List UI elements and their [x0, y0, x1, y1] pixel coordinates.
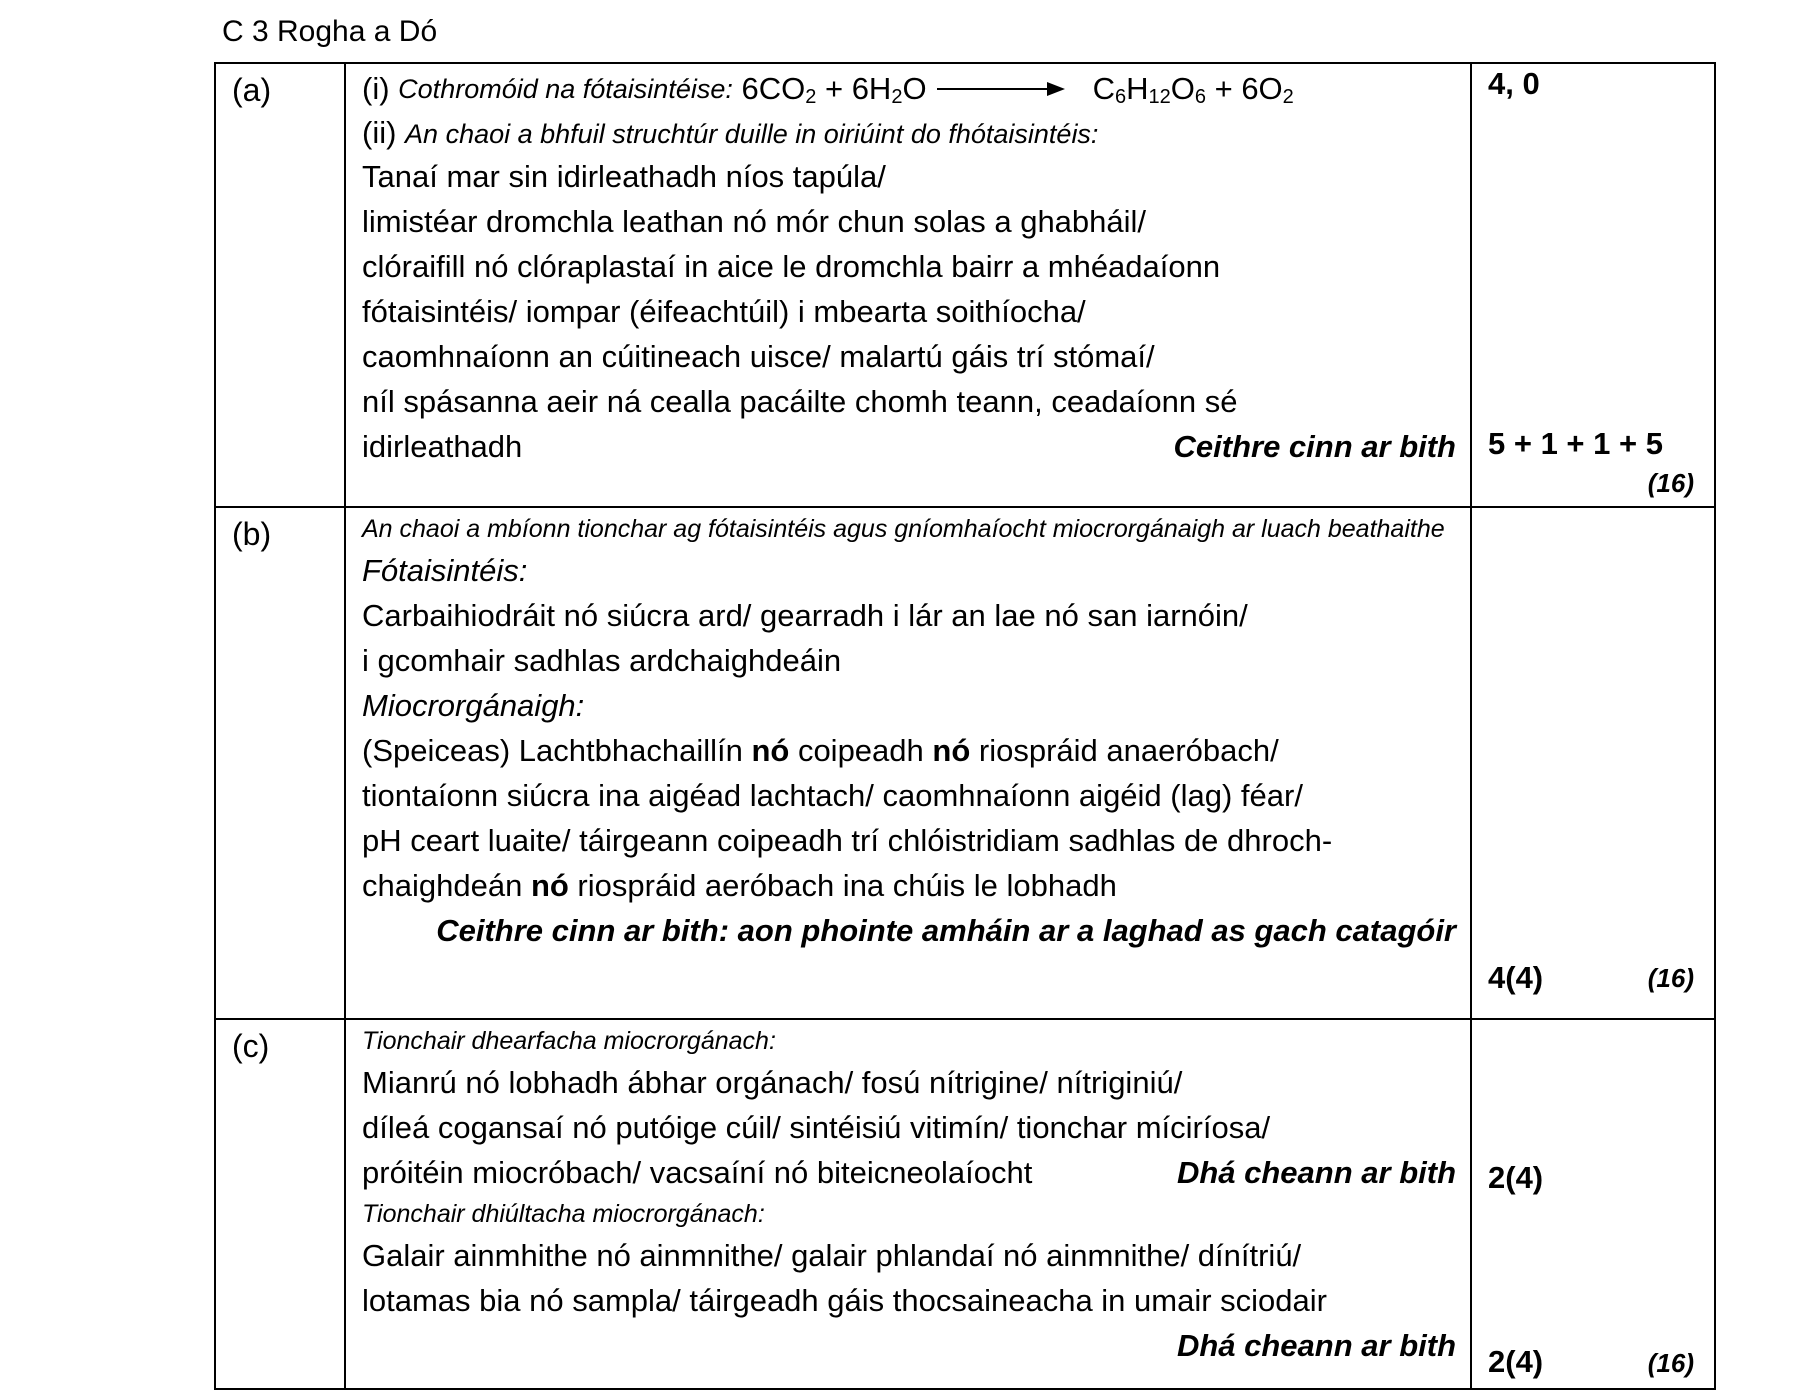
answer-last-line — [362, 424, 1456, 469]
answer-line: limistéar dromchla leathan nó mór chun solas a ghabháil/ — [362, 204, 1147, 239]
answer-line: caomhnaíonn an cúitineach uisce/ malartú gáis trí stómaí/ — [362, 339, 1155, 374]
part-c-marks-1: 2(4) — [1488, 1160, 1544, 1195]
answer-line: clóraifill nó clóraplastaí in aice le dromchla bairr a mhéadaíonn — [362, 249, 1221, 284]
part-b-instruction: Ceithre cinn ar bith: aon phointe amháin ar a laghad as gach catagóir — [436, 913, 1456, 948]
arrow-right-icon — [937, 79, 1065, 99]
part-c-instruction-1: Dhá cheann ar bith — [1176, 1155, 1456, 1190]
photosynthesis-equation — [362, 66, 1456, 112]
part-c-total: (16) — [1647, 1348, 1694, 1378]
part-b-heading-microorganisms: Miocrorgánaigh: — [362, 688, 585, 723]
part-a-label-cell — [215, 63, 345, 507]
part-a-row — [215, 63, 1715, 507]
part-a-ii-label: An chaoi a bhfuil struchtúr duille in oiriúint do fhótaisintéis: — [405, 119, 1099, 149]
part-a-ii-line — [362, 112, 1456, 154]
part-b-label: (b) — [232, 516, 272, 552]
answer-line: tiontaíonn siúcra ina aigéad lachtach/ caomhnaíonn aigéid (lag) féar/ — [362, 778, 1303, 813]
eq-rhs: $C_6H_{12}O_6 + 6O_2$ — [1092, 71, 1294, 108]
part-a-content — [345, 63, 1471, 507]
equation-label: Cothromóid na fótaisintéise: — [398, 74, 733, 104]
answer-line: lotamas bia nó sampla/ táirgeadh gáis thocsaineacha in umair sciodair — [362, 1283, 1327, 1318]
part-c-marks-cell — [1471, 1019, 1715, 1389]
part-c-heading-positive: Tionchair dhearfacha miocrorgánach: — [362, 1027, 776, 1055]
answer-line: próitéin miocróbach/ vacsaíní nó biteicneolaíocht Dhá cheann ar bith — [362, 1150, 1456, 1195]
part-a-label: (a) — [232, 72, 272, 108]
answer-line: pH ceart luaite/ táirgeann coipeadh trí chlóistridiam sadhlas de dhroch- — [362, 823, 1333, 858]
eq-lhs: $6CO_2 + 6H_2O$ — [741, 71, 927, 108]
answer-line: Mianrú nó lobhadh ábhar orgánach/ fosú nítrigine/ nítriginiú/ — [362, 1065, 1183, 1100]
answer-line: níl spásanna aeir ná cealla pacáilte chomh teann, ceadaíonn sé — [362, 384, 1238, 419]
part-b-marks: 4(4) — [1488, 960, 1544, 995]
part-b-row — [215, 507, 1715, 1019]
part-b-heading-photosynthesis: Fótaisintéis: — [362, 553, 528, 588]
part-a-ii-prefix: (ii) — [362, 115, 397, 150]
page-heading: C 3 Rogha a Dó — [222, 15, 438, 48]
part-c-label-cell — [215, 1019, 345, 1389]
answer-line: i gcomhair sadhlas ardchaighdeáin — [362, 643, 842, 678]
part-a-marks-top: 4, 0 — [1488, 66, 1540, 101]
part-b-content — [345, 507, 1471, 1019]
marking-scheme-table — [214, 62, 1716, 1390]
part-c-label: (c) — [232, 1028, 270, 1064]
answer-line: díleá cogansaí nó putóige cúil/ sintéisiú vitimín/ tionchar míciríosa/ — [362, 1110, 1271, 1145]
answer-line: fótaisintéis/ iompar (éifeachtúil) i mbearta soithíocha/ — [362, 294, 1086, 329]
part-a-marks-bottom: 5 + 1 + 1 + 5 — [1488, 426, 1663, 461]
answer-line: Galair ainmhithe nó ainmnithe/ galair phlandaí nó ainmnithe/ dínítriú/ — [362, 1238, 1302, 1273]
answer-line: (Speiceas) Lachtbhachaillín nó coipeadh nó riospráid anaeróbach/ — [362, 733, 1279, 768]
answer-line: chaighdeán nó riospráid aeróbach ina chúis le lobhadh — [362, 868, 1117, 903]
part-a-total: (16) — [1647, 468, 1694, 498]
part-a-i-prefix: (i) — [362, 71, 390, 106]
answer-line: Tanaí mar sin idirleathadh níos tapúla/ — [362, 159, 886, 194]
part-b-marks-cell — [1471, 507, 1715, 1019]
answer-line: Carbaihiodráit nó siúcra ard/ gearradh i lár an lae nó san iarnóin/ — [362, 598, 1248, 633]
part-a-instruction: Ceithre cinn ar bith — [1173, 429, 1456, 464]
part-b-label-cell — [215, 507, 345, 1019]
part-c-marks-2: 2(4) — [1488, 1344, 1544, 1379]
part-c-content — [345, 1019, 1471, 1389]
answer-line: idirleathadh — [362, 429, 523, 464]
part-c-instruction-2: Dhá cheann ar bith — [1176, 1328, 1456, 1363]
part-b-lead: An chaoi a mbíonn tionchar ag fótaisintéis agus gníomhaíocht miocrorgánaigh ar luach beathaithe — [362, 515, 1445, 543]
part-b-total: (16) — [1647, 963, 1694, 993]
part-a-marks-cell — [1471, 63, 1715, 507]
part-c-heading-negative: Tionchair dhiúltacha miocrorgánach: — [362, 1200, 765, 1228]
part-c-row — [215, 1019, 1715, 1389]
